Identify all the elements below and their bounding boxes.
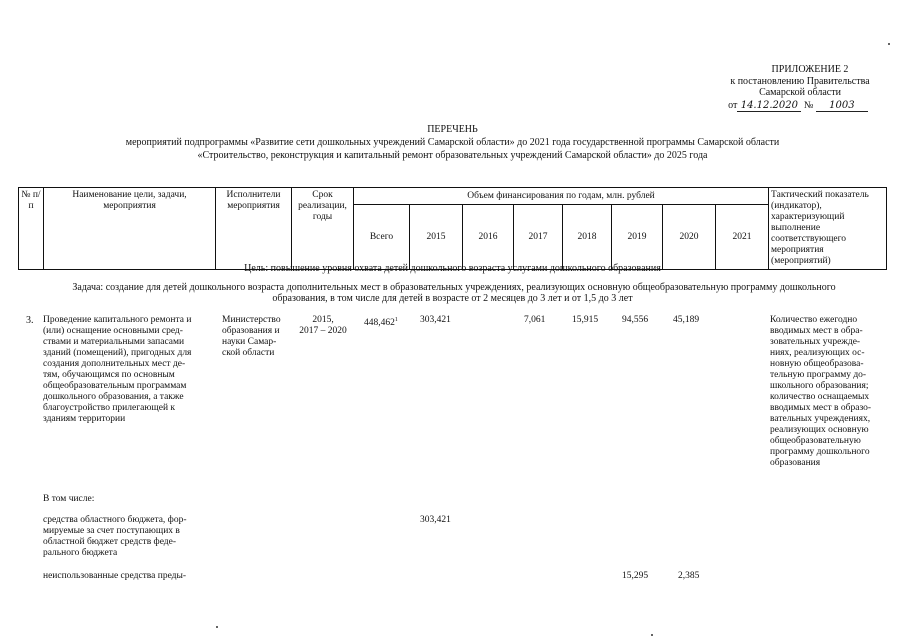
sub2-2019: 15,295: [622, 571, 649, 581]
task-line-1: Задача: создание для детей дошкольного возраста дополнительных мест в образовательных учреждениях, реализующих основную общеобразовательную программу дошкольного: [72, 282, 836, 293]
row3-total-footnote: 1: [394, 317, 398, 323]
row3-2017: 7,061: [524, 315, 546, 325]
row3-executor-line: ской области: [222, 348, 275, 358]
header-year-2019: 2019: [612, 205, 663, 270]
row3-name-line: общеобразовательным программам: [43, 381, 187, 391]
appendix-line-2: Самарской области: [759, 87, 841, 98]
header-term: Срок реализации, годы: [292, 188, 354, 270]
including-label: В том числе:: [43, 494, 95, 504]
list-title: ПЕРЕЧЕНЬ: [427, 124, 478, 135]
sub1-name-line: мируемые за счет поступающих в: [43, 526, 180, 536]
row3-name-line: ствами и материальными запасами: [43, 337, 185, 347]
scan-speck: [888, 43, 890, 45]
header-total: Всего: [354, 205, 410, 270]
header-year-2017: 2017: [514, 205, 563, 270]
appendix-date-line: [680, 100, 880, 113]
row3-name-line: благоустройство прилегающей к: [43, 403, 176, 413]
row3-name: [43, 315, 215, 425]
row3-indicator-line: программу дошкольного: [770, 447, 870, 457]
number-value: 1003: [816, 100, 868, 113]
header-funding-group: Объем финансирования по годам, млн. рублей: [354, 188, 769, 205]
date-value: 14.12.2020: [737, 100, 801, 113]
row3-total: [364, 315, 398, 329]
header-year-2020: 2020: [663, 205, 716, 270]
scan-speck: [216, 626, 218, 628]
sub2-name: неиспользованные средства преды-: [43, 571, 187, 581]
row3-2020: 45,189: [673, 315, 700, 325]
scan-speck: [651, 634, 653, 636]
row3-indicator-line: тельную программу до-: [770, 370, 867, 380]
row3-name-line: зданиям территории: [43, 414, 126, 424]
row3-indicator-line: вводимых мест в обра-: [770, 326, 863, 336]
sub1-2015: 303,421: [420, 515, 451, 525]
row3-indicator-line: реализующих основную: [770, 425, 869, 435]
row3-term-line: 2017 – 2020: [299, 326, 347, 336]
row3-indicator-line: вводимых мест в образо-: [770, 403, 872, 413]
row3-name-line: тям, обучающимся по основным: [43, 370, 175, 380]
appendix-block: [680, 64, 880, 112]
header-executors: Исполнители мероприятия: [216, 188, 292, 270]
list-subtitle-line-1: мероприятий подпрограммы «Развитие сети дошкольных учреждений Самарской области» до 2021 года государственной программы Самарской области: [125, 137, 780, 148]
row3-name-line: зданий (помещений), пригодных для: [43, 348, 192, 358]
row3-indicator-line: школьного образования;: [770, 381, 869, 391]
row3-indicator-line: новную общеобразова-: [770, 359, 864, 369]
sub1-name: [43, 515, 215, 559]
row3-indicator: [770, 315, 888, 469]
row3-name-line: создания дополнительных мест де-: [43, 359, 186, 369]
row3-executor-line: науки Самар-: [222, 337, 277, 347]
header-year-2021: 2021: [716, 205, 769, 270]
row3-indicator-line: вательных учреждениях,: [770, 414, 871, 424]
row3-2015: 303,421: [420, 315, 451, 325]
row3-total-value: 448,462: [364, 318, 395, 329]
row3-indicator-line: количество оснащаемых: [770, 392, 870, 402]
row3-indicator-line: образования: [770, 458, 821, 468]
row3-name-line: (или) оснащение основными сред-: [43, 326, 183, 336]
goal-line: Цель: повышение уровня охвата детей дошкольного возраста услугами дошкольного образования: [244, 263, 661, 274]
row3-indicator-line: общеобразовательную: [770, 436, 861, 446]
row3-2019: 94,556: [622, 315, 649, 325]
sub2-2020: 2,385: [678, 571, 700, 581]
header-year-2015: 2015: [410, 205, 463, 270]
row3-term-line: 2015,: [312, 315, 334, 325]
sub1-name-line: областной бюджет средств феде-: [43, 537, 177, 547]
row3-executor-line: Министерство: [222, 315, 281, 325]
row3-name-line: Проведение капитального ремонта и: [43, 315, 192, 325]
appendix-title: ПРИЛОЖЕНИЕ 2: [771, 64, 849, 75]
sub1-name-line: рального бюджета: [43, 548, 118, 558]
table-header: [18, 187, 887, 270]
row3-executor-line: образования и: [222, 326, 280, 336]
row3-2018: 15,915: [572, 315, 599, 325]
row3-executor: [222, 315, 296, 359]
row3-name-line: дошкольного образования, а также: [43, 392, 184, 402]
row3-num: 3.: [26, 315, 34, 326]
date-prefix: от: [728, 99, 738, 111]
row3-indicator-line: Количество ежегодно: [770, 315, 858, 325]
header-indicator: Тактический показатель (индикатор), характеризующий выполнение соответствующего мероприятия (мероприятий): [769, 188, 887, 270]
header-num: № п/п: [19, 188, 44, 270]
task-line-2: образования, в том числе для детей в возрасте от 2 месяцев до 3 лет и от 1,5 до 3 лет: [272, 293, 633, 304]
row3-indicator-line: зовательных учрежде-: [770, 337, 861, 347]
sub1-name-line: средства областного бюджета, фор-: [43, 515, 187, 525]
list-subtitle-line-2: «Строительство, реконструкция и капитальный ремонт образовательных учреждений Самарской области» до 2025 года: [197, 150, 708, 161]
header-name: Наименование цели, задачи, мероприятия: [44, 188, 216, 270]
appendix-line-1: к постановлению Правительства: [730, 75, 870, 87]
number-prefix: №: [803, 99, 814, 111]
row3-term: [292, 315, 354, 337]
header-year-2016: 2016: [463, 205, 514, 270]
row3-indicator-line: ниях, реализующих ос-: [770, 348, 865, 358]
header-year-2018: 2018: [563, 205, 612, 270]
